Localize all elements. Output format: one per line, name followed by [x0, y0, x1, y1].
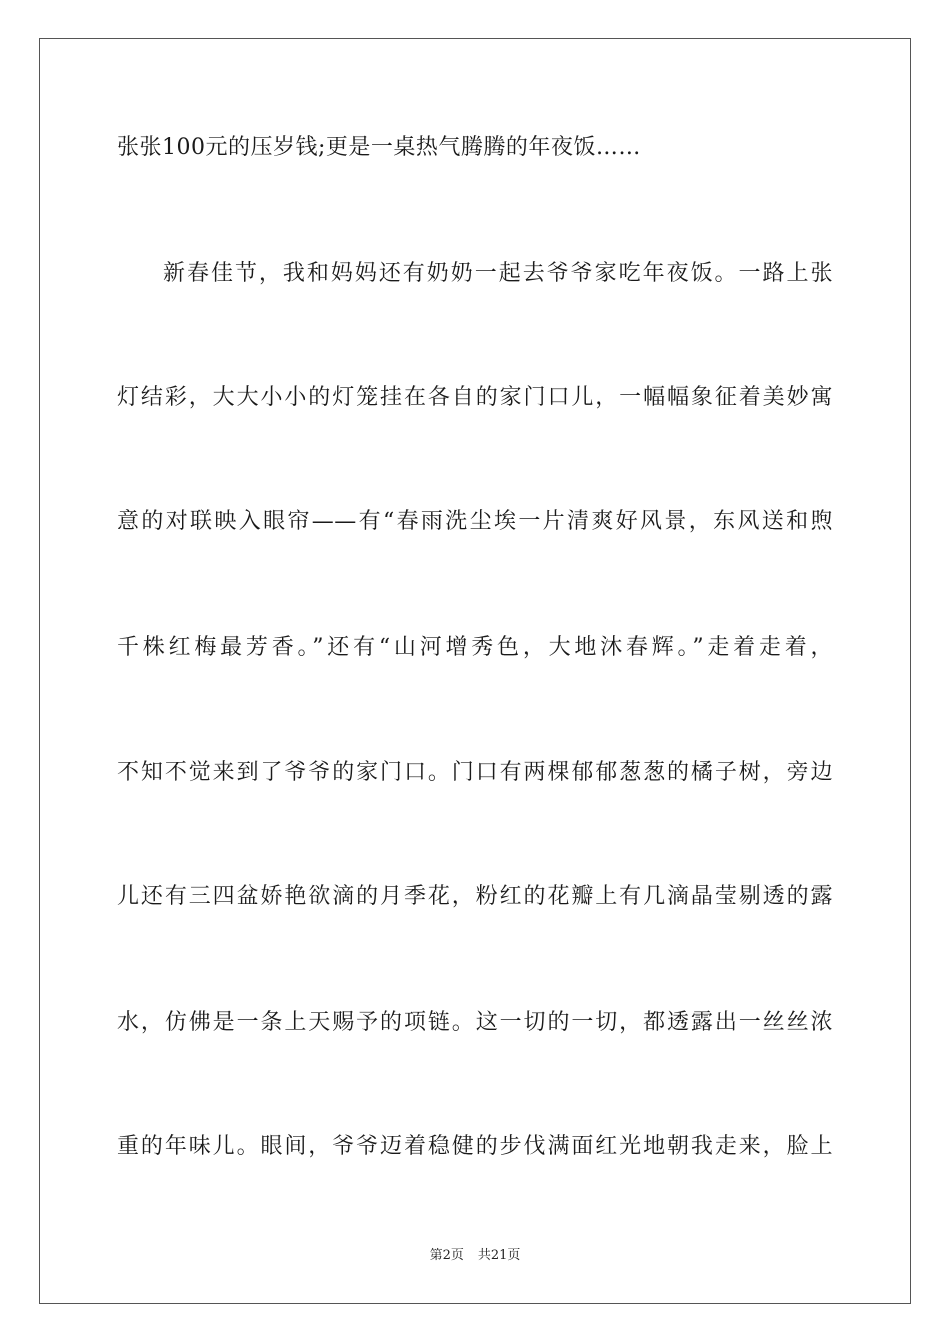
text-line-3: 灯结彩，大大小小的灯笼挂在各自的家门口儿，一幅幅象征着美妙寓: [117, 385, 833, 410]
text-line-9: 重的年味儿。眼间，爷爷迈着稳健的步伐满面红光地朝我走来，脸上: [117, 1134, 833, 1159]
text-line-5: 千株红梅最芳香。”还有“山河增秀色，大地沐春辉。”走着走着，: [117, 635, 833, 660]
text-line-4: 意的对联映入眼帘——有“春雨洗尘埃一片清爽好风景，东风送和煦: [117, 509, 833, 534]
text-line-8: 水，仿佛是一条上天赐予的项链。这一切的一切，都透露出一丝丝浓: [117, 1010, 833, 1035]
page-footer: [0, 1247, 950, 1265]
text-line-6: 不知不觉来到了爷爷的家门口。门口有两棵郁郁葱葱的橘子树，旁边: [117, 760, 833, 785]
text-line-1: 张张100元的压岁钱;更是一桌热气腾腾的年夜饭……: [117, 135, 641, 160]
page-number: 第2页: [429, 1248, 464, 1263]
page-border: [39, 38, 911, 1304]
text-line-7: 儿还有三四盆娇艳欲滴的月季花，粉红的花瓣上有几滴晶莹剔透的露: [117, 884, 833, 909]
total-pages: 共21页: [477, 1248, 521, 1263]
text-line-2: 新春佳节，我和妈妈还有奶奶一起去爷爷家吃年夜饭。一路上张: [163, 261, 833, 286]
